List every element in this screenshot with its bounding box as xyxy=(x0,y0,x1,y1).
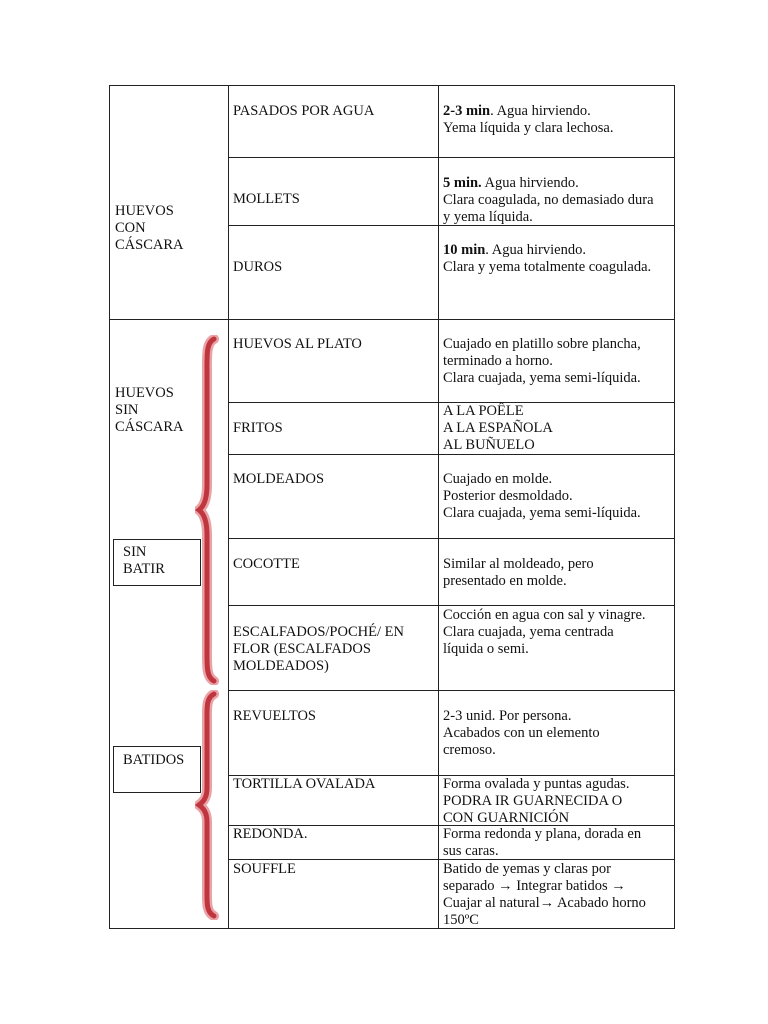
tag-batidos: BATIDOS xyxy=(113,746,201,793)
row-desc: 2-3 min. Agua hirviendo. Yema líquida y clara lechosa. xyxy=(443,103,614,136)
row-name: COCOTTE xyxy=(233,556,300,572)
row-name: ESCALFADOS/POCHÉ/ EN FLOR (ESCALFADOS MOLDEADOS) xyxy=(233,624,404,674)
row-desc: Forma ovalada y puntas agudas. PODRA IR GUARNECIDA O CON GUARNICIÓN xyxy=(443,776,630,826)
row-name: MOLDEADOS xyxy=(233,471,325,487)
row-desc: 5 min. Agua hirviendo. Clara coagulada, no demasiado dura y yema líquida. xyxy=(443,175,654,225)
column-divider-2 xyxy=(438,85,439,929)
group-divider xyxy=(109,319,675,320)
group-label-sin-cascara: HUEVOS SIN CÁSCARA xyxy=(115,385,184,435)
row-desc: Forma redonda y plana, dorada en sus caras. xyxy=(443,826,642,859)
row-name: TORTILLA OVALADA xyxy=(233,776,376,792)
row-name: MOLLETS xyxy=(233,191,300,207)
row-divider xyxy=(228,605,675,606)
row-divider xyxy=(228,454,675,455)
tag-sin-batir: SIN BATIR xyxy=(113,539,201,586)
group-label-con-cascara: HUEVOS CON CÁSCARA xyxy=(115,203,184,253)
row-desc: Cocción en agua con sal y vinagre. Clara cuajada, yema centrada líquida o semi. xyxy=(443,607,646,657)
row-name: DUROS xyxy=(233,259,283,275)
row-desc: Batido de yemas y claras por separado → Integrar batidos → Cuajar al natural→ Acabado horno 150ºC xyxy=(443,861,646,928)
brace-sin-batir-icon xyxy=(195,335,221,685)
row-desc: Similar al moldeado, pero presentado en molde. xyxy=(443,556,594,589)
row-desc: A LA POÊLE A LA ESPAÑOLA AL BUÑUELO xyxy=(443,403,553,453)
row-desc: Cuajado en platillo sobre plancha, terminado a horno. Clara cuajada, yema semi-líquida. xyxy=(443,336,641,386)
table-border-top xyxy=(109,85,675,86)
row-divider xyxy=(228,690,675,691)
table-border-left xyxy=(109,85,110,929)
row-name: HUEVOS AL PLATO xyxy=(233,336,362,352)
table-border-right xyxy=(674,85,675,929)
row-name: REDONDA. xyxy=(233,826,308,842)
row-name: REVUELTOS xyxy=(233,708,316,724)
row-name: PASADOS POR AGUA xyxy=(233,103,375,119)
brace-batidos-icon xyxy=(195,690,221,920)
row-desc: 2-3 unid. Por persona. Acabados con un elemento cremoso. xyxy=(443,708,600,758)
row-desc: Cuajado en molde. Posterior desmoldado. Clara cuajada, yema semi-líquida. xyxy=(443,471,641,521)
row-divider xyxy=(228,157,675,158)
row-divider xyxy=(228,538,675,539)
row-desc: 10 min. Agua hirviendo. Clara y yema totalmente coagulada. xyxy=(443,242,652,275)
column-divider-1 xyxy=(228,85,229,929)
row-name: FRITOS xyxy=(233,420,283,436)
row-name: SOUFFLE xyxy=(233,861,296,877)
